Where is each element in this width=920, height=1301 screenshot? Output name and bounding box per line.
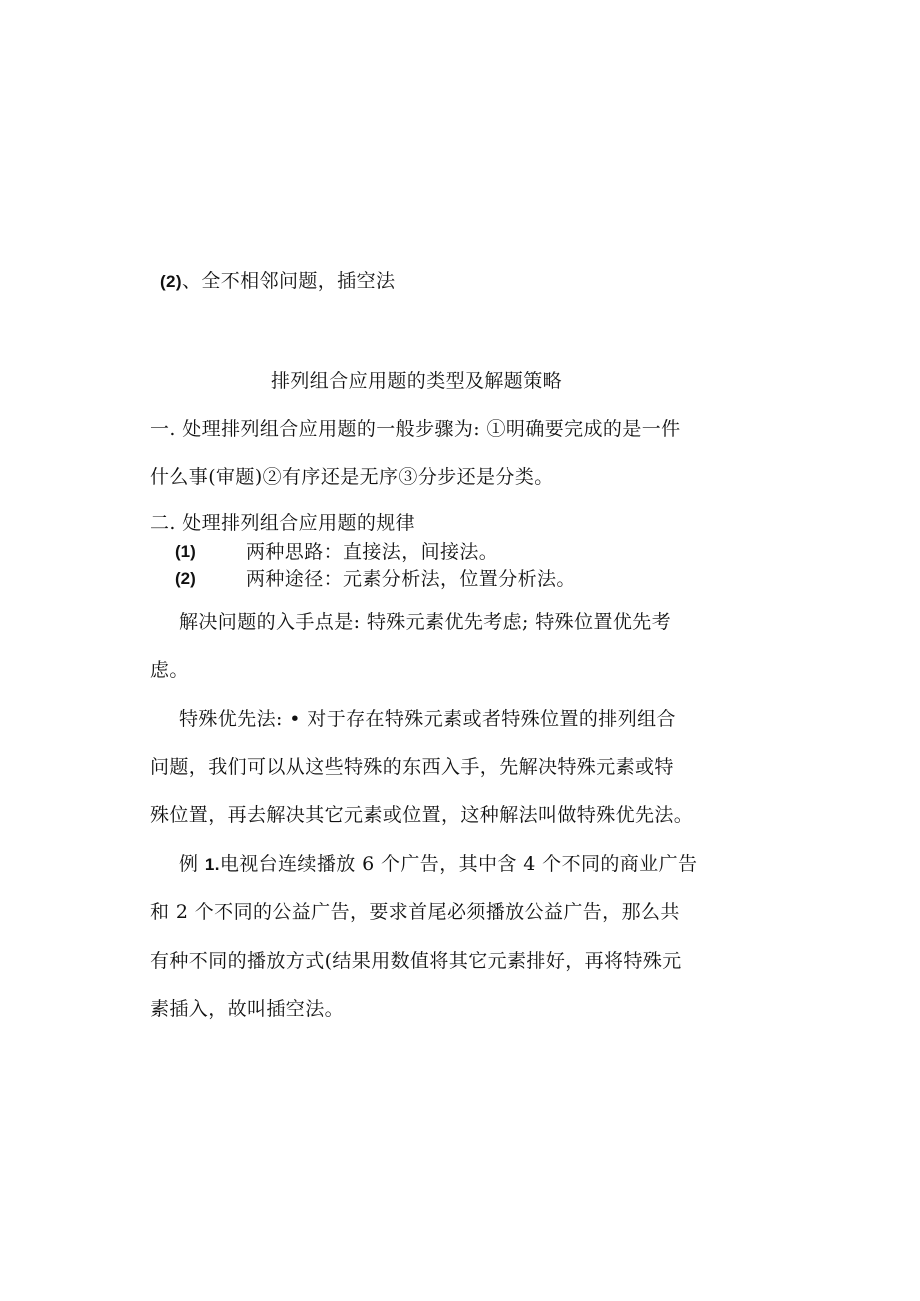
special-priority-line2: 问题，我们可以从这些特殊的东西入手，先解决特殊元素或特 — [150, 756, 674, 778]
example-number: 1. — [204, 855, 220, 874]
top-item-number: (2) — [160, 272, 182, 291]
section1-line2: 什么事(审题)②有序还是无序③分步还是分类。 — [150, 466, 554, 488]
example1-line2: 和 2 个不同的公益广告，要求首尾必须播放公益广告，那么共 — [150, 901, 680, 923]
rule-item-number: (2) — [175, 569, 196, 588]
top-item-text: 、全不相邻问题，插空法 — [181, 270, 396, 292]
rule-item-number: (1) — [175, 542, 196, 561]
special-priority-line1: 特殊优先法: • 对于存在特殊元素或者特殊位置的排列组合 — [179, 708, 676, 730]
rule-item-text: 两种思路：直接法，间接法。 — [246, 541, 499, 563]
example1-line3: 有种不同的播放方式(结果用数值将其它元素排好，再将特殊元 — [150, 950, 682, 972]
example1-line4: 素插入，故叫插空法。 — [150, 998, 345, 1020]
top-item — [160, 269, 395, 294]
example-label: 例 — [179, 853, 205, 875]
entry-point-line1: 解决问题的入手点是: 特殊元素优先考虑; 特殊位置优先考 — [179, 611, 672, 633]
document-title: 排列组合应用题的类型及解题策略 — [271, 370, 563, 392]
example1-line1-text: 电视台连续播放 6 个广告，其中含 4 个不同的商业广告 — [219, 853, 698, 875]
rule-item-text: 两种途径：元素分析法，位置分析法。 — [246, 568, 576, 590]
entry-point-line2: 虑。 — [150, 659, 189, 681]
section2-heading: 二. 处理排列组合应用题的规律 — [150, 512, 416, 534]
example1-line1 — [179, 852, 697, 877]
special-priority-line3: 殊位置，再去解决其它元素或位置，这种解法叫做特殊优先法。 — [150, 804, 694, 826]
section1-line1: 一. 处理排列组合应用题的一般步骤为: ①明确要完成的是一件 — [150, 418, 681, 440]
